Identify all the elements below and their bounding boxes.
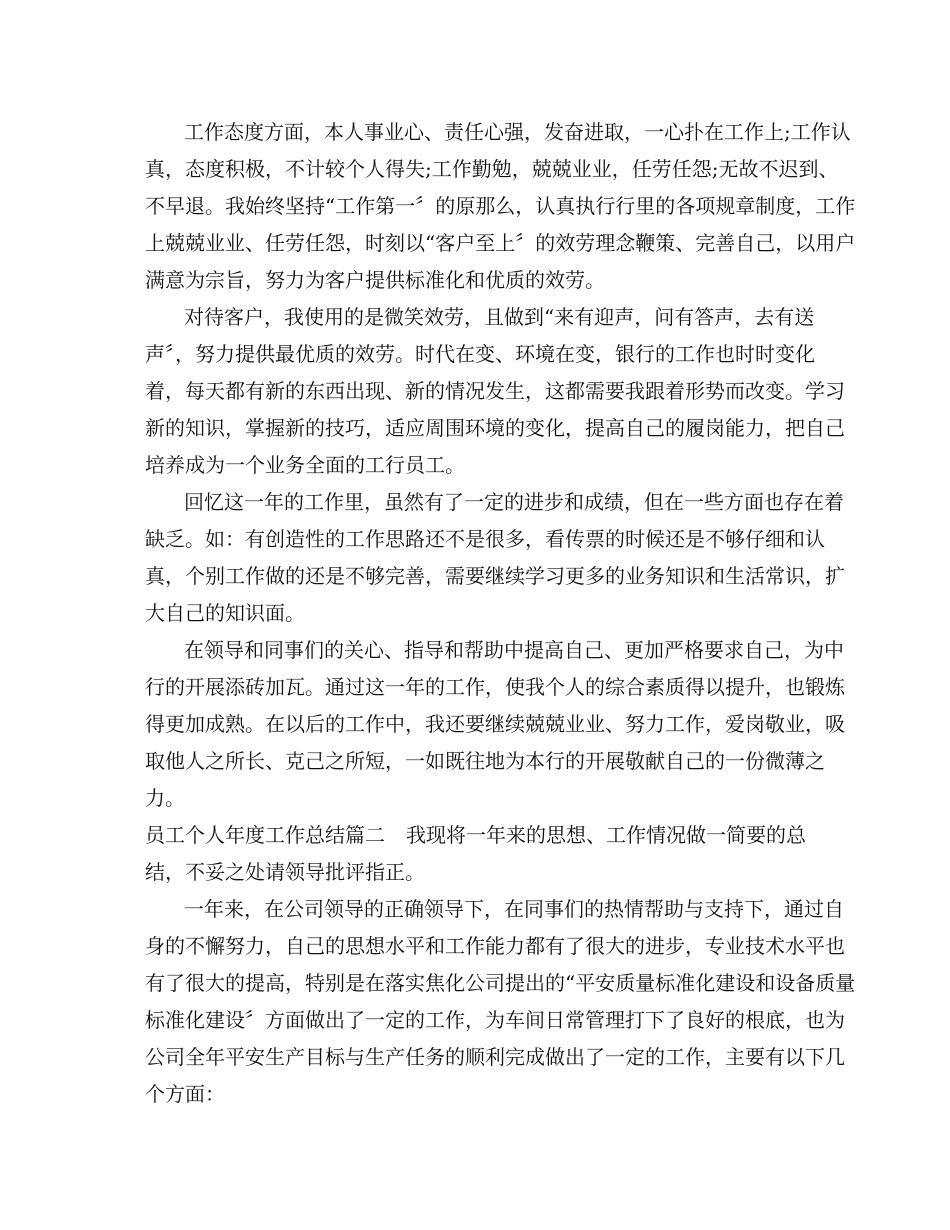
text-line: 有了很大的提高，特别是在落实焦化公司提出的“平安质量标准化建设和设备质量: [145, 971, 856, 995]
text-line: 在领导和同事们的关心、指导和帮助中提高自己、更加严格要求自己，为中: [184, 638, 844, 662]
text-line: 真，态度积极，不计较个人得失;工作勤勉，兢兢业业，任劳任怨;无故不迟到、: [145, 157, 839, 181]
text-line: 公司全年平安生产目标与生产任务的顺利完成做出了一定的工作，主要有以下几: [145, 1045, 845, 1069]
text-line: 得更加成熟。在以后的工作中，我还要继续兢兢业业、努力工作，爱岗敬业，吸: [145, 712, 845, 736]
text-line: 力。: [145, 786, 185, 810]
text-line: 对待客户，我使用的是微笑效劳，且做到“来有迎声，问有答声，去有送: [184, 305, 815, 329]
text-line: 缺乏。如：有创造性的工作思路还不是很多，看传票的时候还是不够仔细和认: [145, 527, 825, 551]
text-line: 个方面：: [145, 1082, 225, 1106]
text-line: 我现将一年来的思想、工作情况做一简要的总: [406, 823, 806, 847]
text-line: 声〞，努力提供最优质的效劳。时代在变、环境在变，银行的工作也时时变化: [145, 342, 815, 366]
text-line: 工作态度方面，本人事业心、责任心强，发奋进取，一心扑在工作上;工作认: [184, 120, 851, 144]
text-line: 结，不妥之处请领导批评指正。: [145, 860, 425, 884]
text-line: 着，每天都有新的东西出现、新的情况发生，这都需要我跟着形势而改变。学习: [145, 379, 845, 403]
text-line: 新的知识，掌握新的技巧，适应周围环境的变化，提高自己的履岗能力，把自己: [145, 416, 845, 440]
text-line: 标准化建设〞方面做出了一定的工作，为车间日常管理打下了良好的根底，也为: [145, 1008, 845, 1032]
text-line: 培养成为一个业务全面的工行员工。: [145, 453, 465, 477]
text-line: 行的开展添砖加瓦。通过这一年的工作，使我个人的综合素质得以提升，也锻炼: [145, 675, 845, 699]
text-line: 大自己的知识面。: [145, 601, 305, 625]
text-line: 回忆这一年的工作里，虽然有了一定的进步和成绩，但在一些方面也存在着: [184, 490, 844, 514]
text-line: 一年来，在公司领导的正确领导下，在同事们的热情帮助与支持下，通过自: [184, 897, 844, 921]
text-line: 不早退。我始终坚持“工作第一〞的原那么，认真执行行里的各项规章制度，工作: [145, 194, 856, 218]
section-heading: 员工个人年度工作总结篇二: [145, 823, 385, 847]
text-line: 上兢兢业业、任劳任怨，时刻以“客户至上〞的效劳理念鞭策、完善自己，以用户: [145, 231, 856, 255]
text-line: 真，个别工作做的还是不够完善，需要继续学习更多的业务知识和生活常识，扩: [145, 564, 845, 588]
text-line: 取他人之所长、克己之所短，一如既往地为本行的开展敬献自己的一份微薄之: [145, 749, 825, 773]
text-line: 身的不懈努力，自己的思想水平和工作能力都有了很大的进步，专业技术水平也: [145, 934, 845, 958]
text-line: 满意为宗旨，努力为客户提供标准化和优质的效劳。: [145, 268, 605, 292]
